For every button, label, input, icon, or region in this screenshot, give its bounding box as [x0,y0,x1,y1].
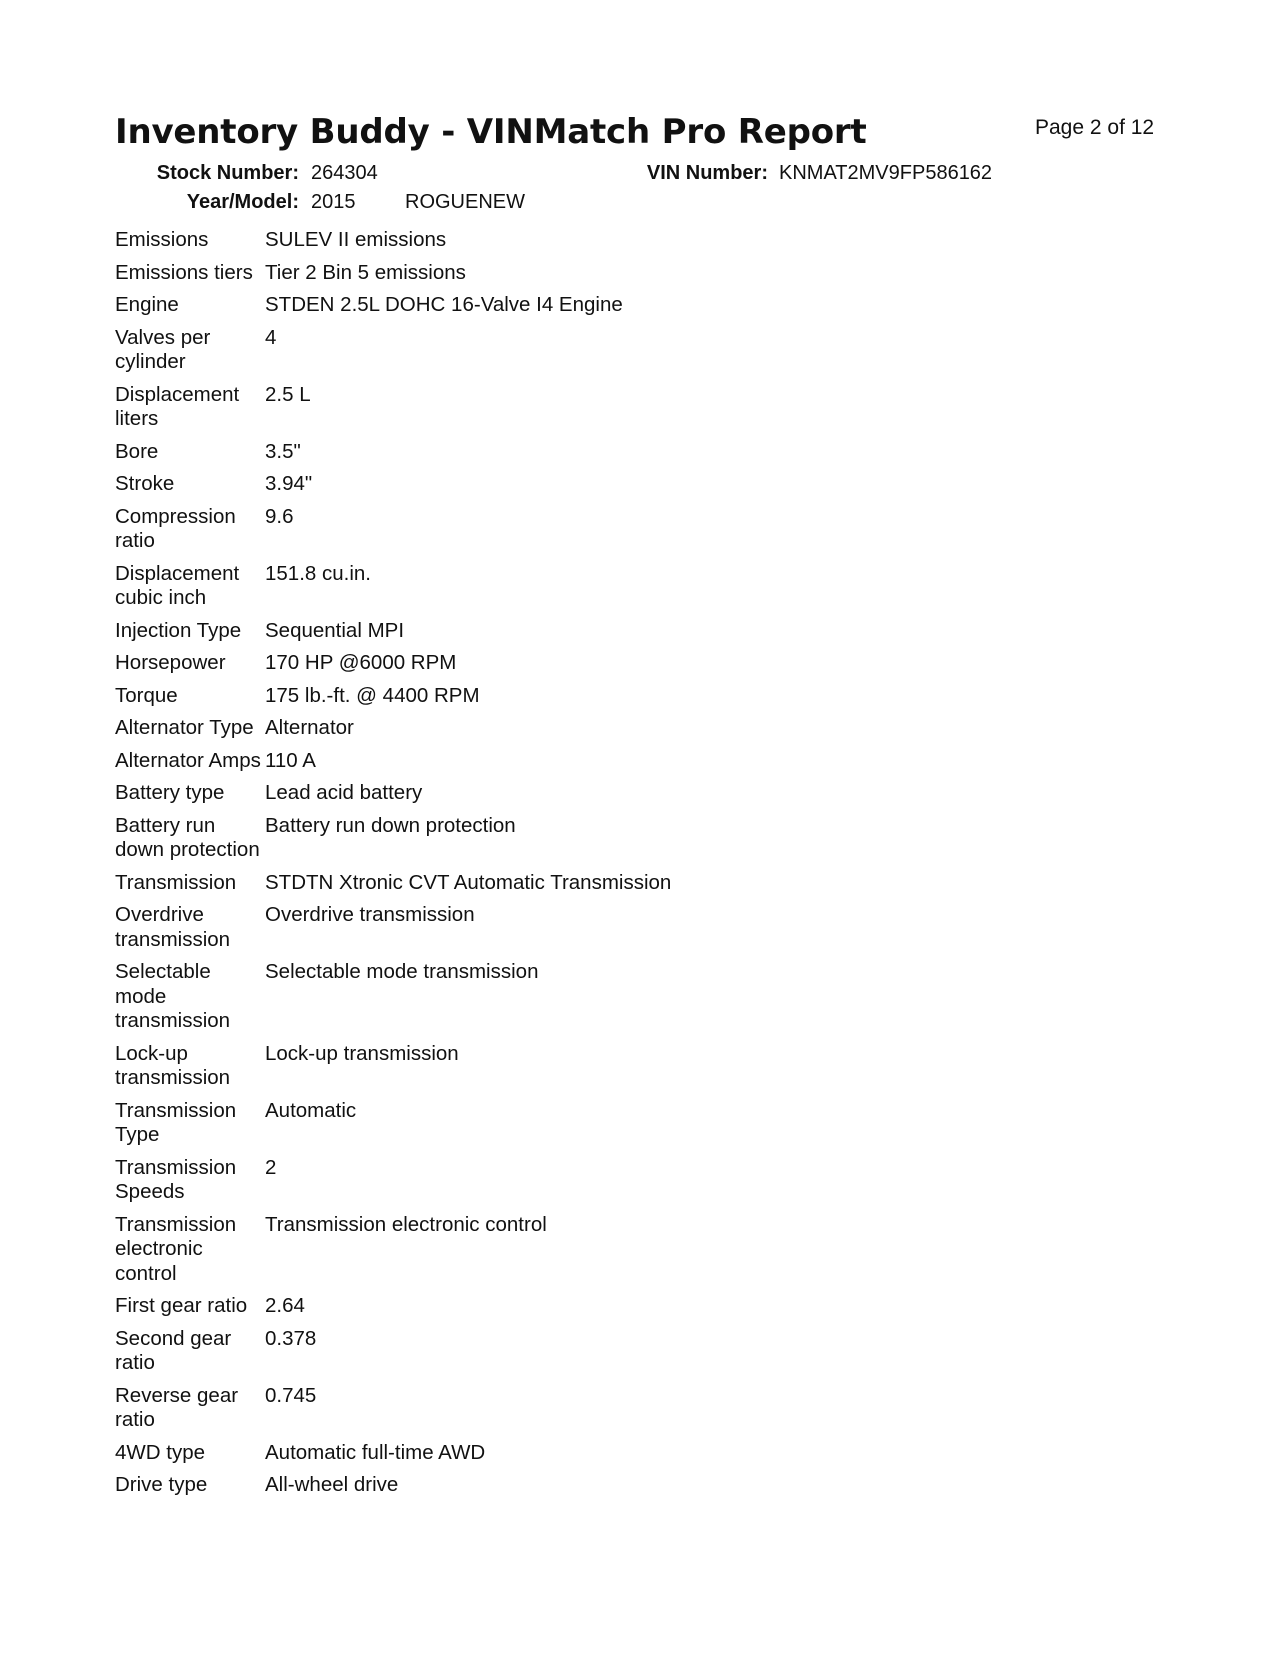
spec-label: Valves per cylinder [115,325,211,373]
spec-row [115,814,915,863]
model-value: ROGUENEW [405,191,525,213]
vin-number-value: KNMAT2MV9FP586162 [779,162,993,184]
spec-row [115,1294,915,1319]
spec-list [115,228,915,1506]
spec-label: Displacement liters [115,382,240,430]
year-model-label: Year/Model: [186,191,299,213]
spec-row [115,293,915,318]
spec-label: Drive type [115,1473,208,1496]
spec-label: First gear ratio [115,1294,248,1317]
spec-row [115,903,915,952]
spec-row [115,651,915,676]
spec-label: Transmission Type [115,1098,237,1146]
spec-label: Alternator Amps [115,748,261,772]
spec-row [115,505,915,554]
spec-value: Transmission electronic control [265,1212,547,1236]
spec-label: Transmission electronic control [115,1212,237,1285]
spec-row [115,261,915,286]
stock-number-label: Stock Number: [156,162,299,184]
spec-value: SULEV II emissions [265,228,447,251]
spec-value: 4 [265,325,277,349]
spec-row [115,619,915,644]
spec-row [115,871,915,896]
spec-value: 0.745 [265,1383,317,1407]
spec-label: Alternator Type [115,716,254,739]
spec-label: Overdrive transmission [115,903,231,951]
spec-label: Injection Type [115,618,242,642]
spec-label: Transmission Speeds [115,1155,237,1203]
spec-value: 3.5" [265,439,301,463]
spec-value: Automatic [265,1098,357,1122]
spec-label: Second gear ratio [115,1326,232,1374]
spec-value: Selectable mode transmission [265,960,539,983]
spec-row [115,1441,915,1466]
report-title: Inventory Buddy - VINMatch Pro Report [115,112,867,152]
spec-label: Battery run down protection [115,813,260,861]
spec-label: Reverse gear ratio [115,1383,239,1431]
spec-label: Selectable mode transmission [115,960,231,1032]
spec-label: 4WD type [115,1440,205,1464]
spec-label: Transmission [115,870,237,894]
page-indicator: Page 2 of 12 [1035,116,1155,139]
spec-row [115,1384,915,1433]
spec-value: STDTN Xtronic CVT Automatic Transmission [265,870,672,894]
stock-number-value: 264304 [311,162,378,184]
spec-row [115,1042,915,1091]
spec-row [115,1213,915,1287]
spec-value: Overdrive transmission [265,903,475,926]
spec-value: 151.8 cu.in. [265,561,371,585]
spec-row [115,1473,915,1498]
spec-value: Sequential MPI [265,618,405,642]
spec-row [115,1099,915,1148]
spec-row [115,781,915,806]
spec-value: Tier 2 Bin 5 emissions [265,260,466,284]
spec-row [115,1327,915,1376]
spec-label: Battery type [115,781,225,804]
spec-label: Torque [115,683,178,707]
spec-value: Battery run down protection [265,813,516,837]
spec-row [115,472,915,497]
spec-row [115,716,915,741]
spec-value: Lock-up transmission [265,1041,459,1065]
spec-value: 9.6 [265,504,294,528]
year-value: 2015 [311,191,356,213]
spec-value: Alternator [265,716,354,739]
spec-row [115,960,915,1034]
spec-value: Lead acid battery [265,781,423,804]
spec-value: 2 [265,1155,277,1179]
spec-row [115,684,915,709]
spec-row [115,1156,915,1205]
spec-row [115,562,915,611]
spec-label: Engine [115,293,179,316]
spec-value: 2.5 L [265,382,311,406]
spec-value: 110 A [265,748,316,772]
spec-label: Emissions [115,228,209,251]
spec-label: Lock-up transmission [115,1041,231,1089]
spec-row [115,749,915,774]
spec-row [115,383,915,432]
spec-label: Displacement cubic inch [115,561,240,609]
spec-value: 175 lb.-ft. @ 4400 RPM [265,683,480,707]
spec-label: Emissions tiers [115,260,253,284]
spec-label: Horsepower [115,651,226,674]
spec-row [115,440,915,465]
spec-value: 3.94" [265,472,313,495]
spec-value: 2.64 [265,1294,305,1317]
spec-row [115,326,915,375]
spec-label: Compression ratio [115,504,236,552]
spec-row [115,228,915,253]
vin-number-label: VIN Number: [646,162,768,184]
spec-value: STDEN 2.5L DOHC 16-Valve I4 Engine [265,293,623,316]
spec-value: Automatic full-time AWD [265,1440,486,1464]
spec-value: All-wheel drive [265,1473,399,1496]
spec-label: Stroke [115,472,175,495]
spec-value: 170 HP @6000 RPM [265,651,457,674]
spec-label: Bore [115,439,159,463]
spec-value: 0.378 [265,1326,317,1350]
